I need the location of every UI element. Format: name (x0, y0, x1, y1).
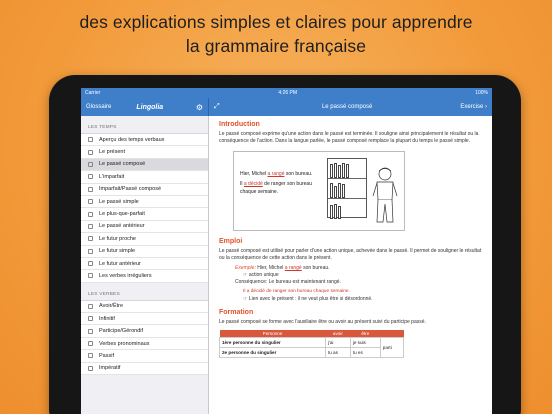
bookshelf-drawing (327, 158, 367, 218)
sidebar-item[interactable] (81, 184, 208, 196)
lesson-content (209, 116, 492, 414)
sidebar-item-label: L'imparfait (99, 173, 125, 180)
sidebar-item[interactable] (81, 221, 208, 233)
sidebar-item-label: Le passé composé (99, 161, 146, 168)
chevron-right-icon: › (485, 104, 487, 110)
sidebar-item[interactable] (81, 350, 208, 362)
checkbox-icon (88, 329, 93, 334)
sidebar-item[interactable] (81, 246, 208, 258)
checkbox-icon (88, 212, 93, 217)
action-unique-text: action unique (248, 272, 279, 279)
glossaire-button[interactable]: Glossaire (86, 104, 112, 110)
emploi-heading: Emploi (219, 237, 243, 245)
sidebar-item-label: Participe/Gérondif (99, 328, 144, 335)
sidebar-item[interactable] (81, 258, 208, 270)
person-drawing (372, 166, 398, 226)
sidebar-item-label: Le passé antérieur (99, 223, 145, 230)
table-header: être (350, 330, 380, 337)
checkbox-icon (88, 174, 93, 179)
page-title: Le passé composé (321, 104, 373, 110)
clock-label: 4:26 PM (278, 90, 298, 96)
consequence-line: Conséquence: Le bureau est maintenant rangé. (235, 279, 341, 286)
sidebar-item[interactable] (81, 196, 208, 208)
example-verb: a rangé (284, 265, 302, 272)
table-row (220, 347, 404, 357)
example-2: Il a décidé de ranger son bureau chaque semaine. (243, 289, 350, 295)
expand-icon[interactable]: ⤢ (214, 103, 220, 110)
table-header (380, 330, 403, 337)
table-row (220, 337, 404, 347)
illustration (233, 151, 405, 231)
table-cell: parti (380, 337, 403, 357)
example-text: Hier, Michel (255, 265, 285, 272)
checkbox-icon (88, 187, 93, 192)
section-header-temps: LES TEMPS (88, 125, 117, 130)
sidebar-item-label: Impératif (99, 365, 121, 372)
nav-bar (81, 98, 492, 116)
temps-list (81, 133, 208, 283)
illustration-caption (240, 171, 320, 197)
checkbox-icon (88, 316, 93, 321)
headline-line1: des explications simples et claires pour apprendre (79, 12, 473, 32)
fig-text: Hier, Michel (240, 170, 268, 177)
intro-paragraph: Le passé composé exprime qu'une action dans le passé est terminée. Il souligne ainsi principalement le résultat ou la conséquence de l'action. Dans la langue parlée, le passé composé remplace la plupart du temps le passé simple. (219, 131, 479, 145)
conjugation-table (219, 330, 404, 358)
battery-label: 100% (475, 90, 488, 96)
checkbox-icon (88, 199, 93, 204)
app-logo: Lingolia (136, 103, 164, 111)
sidebar-item[interactable] (81, 134, 208, 146)
status-bar (81, 88, 492, 98)
table-cell: tu as (325, 347, 350, 357)
checkbox-icon (88, 150, 93, 155)
checkbox-icon (88, 366, 93, 371)
checkbox-icon (88, 273, 93, 278)
exercise-button[interactable] (460, 104, 487, 110)
example-line (219, 265, 486, 272)
formation-paragraph: Le passé composé se forme avec l'auxiliaire être ou avoir au présent suivi du participe passé. (219, 319, 426, 326)
sidebar-item-label: Le plus-que-parfait (99, 211, 145, 218)
intro-heading: Introduction (219, 121, 260, 128)
sidebar-item-label: Le futur simple (99, 248, 136, 255)
table-cell: j'ai (325, 337, 350, 347)
sidebar-item[interactable] (81, 159, 208, 171)
exercise-label: Exercise (460, 104, 484, 110)
headline-line2: la grammaire française (185, 36, 367, 56)
carrier-label: Carrier (85, 90, 101, 96)
table-cell: tu es (350, 347, 380, 357)
table-cell: 2e personne du singulier (220, 347, 326, 357)
checkbox-icon (88, 353, 93, 358)
fig-text: de ranger son bureau chaque semaine. (240, 181, 312, 195)
sidebar-item[interactable] (81, 233, 208, 245)
sidebar-item-label: Aperçu des temps verbaux (99, 136, 165, 143)
checkbox-icon (88, 236, 93, 241)
checkbox-icon (88, 261, 93, 266)
checkbox-icon (88, 137, 93, 142)
sidebar-item-label: Infinitif (99, 315, 115, 322)
example-label: Exemple: (235, 265, 256, 272)
formation-heading: Formation (219, 309, 254, 317)
sidebar-item-label: Verbes pronominaux (99, 340, 150, 347)
table-cell: 1ère personne du singulier (220, 337, 326, 347)
action-unique-line (219, 272, 486, 279)
sidebar-item[interactable] (81, 325, 208, 337)
sidebar-item[interactable] (81, 146, 208, 158)
checkbox-icon (88, 224, 93, 229)
fig-text: Il (240, 181, 244, 188)
sidebar-item-label: Imparfait/Passé composé (99, 186, 162, 193)
sidebar-item-label: Le présent (99, 149, 125, 156)
app-screen (81, 88, 492, 414)
sidebar-item-label: Le passé simple (99, 198, 139, 205)
sidebar-item-label: Le futur antérieur (99, 260, 141, 267)
verbes-list (81, 300, 208, 375)
lien-line (219, 296, 486, 303)
fig-verb: a décidé (243, 181, 263, 188)
sidebar-item-label: Passif (99, 352, 114, 359)
hand-pointer-icon: ☞ (243, 296, 248, 303)
lien-text: Lien avec le présent : il ne veut plus être si désordonné. (248, 296, 373, 303)
hand-pointer-icon: ☞ (243, 272, 248, 279)
sidebar-item-label: Le futur proche (99, 235, 136, 242)
sidebar-item[interactable] (81, 171, 208, 183)
section-header-verbes: LES VERBES (88, 291, 120, 297)
headline (0, 10, 552, 58)
sidebar-item[interactable] (81, 270, 208, 282)
sidebar-item[interactable] (81, 338, 208, 350)
emploi-paragraph: Le passé composé est utilisé pour parler d'une action unique, achevée dans le passé. Il permet de souligner le résultat ou la conséquence de cette action dans le présent. (219, 247, 482, 261)
table-header: Personne (220, 330, 326, 337)
sidebar (81, 116, 209, 414)
gear-icon[interactable]: ⚙ (195, 102, 203, 112)
sidebar-item-label: Les verbes irréguliers (99, 272, 152, 279)
sidebar-item[interactable] (81, 363, 208, 375)
sidebar-item-label: Avoir/Être (99, 303, 124, 310)
checkbox-icon (88, 162, 93, 167)
sidebar-header (81, 98, 209, 116)
content-header (209, 98, 492, 116)
sidebar-item[interactable] (81, 208, 208, 220)
fig-verb: a rangé (267, 170, 285, 177)
table-header: avoir (325, 330, 350, 337)
sidebar-item[interactable] (81, 301, 208, 313)
checkbox-icon (88, 304, 93, 309)
table-cell: je suis (350, 337, 380, 347)
sidebar-item[interactable] (81, 313, 208, 325)
checkbox-icon (88, 249, 93, 254)
fig-text: son bureau. (284, 170, 313, 177)
example-text: son bureau. (301, 265, 330, 272)
checkbox-icon (88, 341, 93, 346)
